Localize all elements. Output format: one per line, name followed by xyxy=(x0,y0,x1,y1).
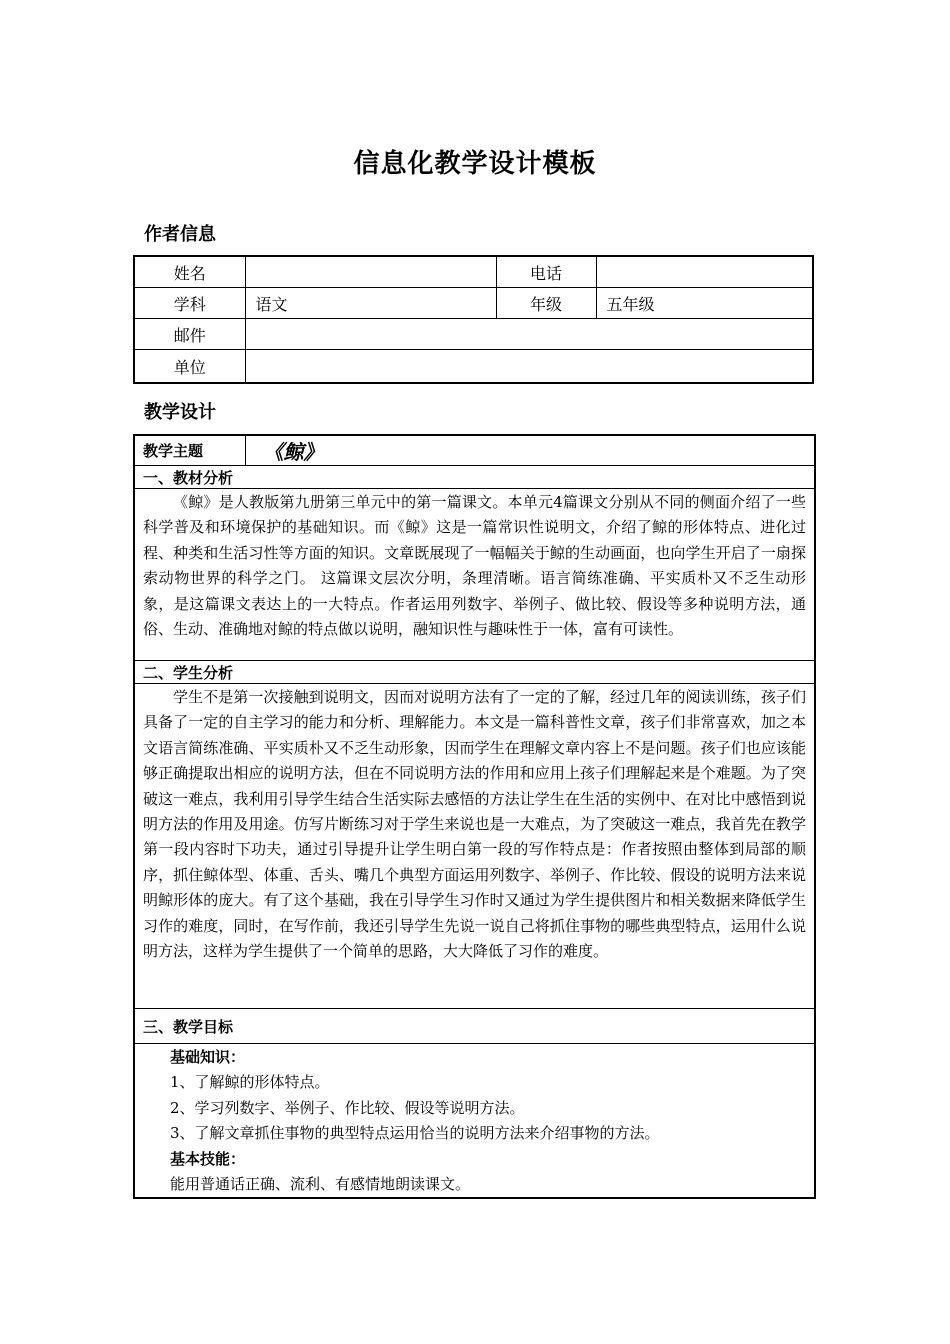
table-row xyxy=(134,256,813,288)
topic-label: 教学主题 xyxy=(134,435,245,466)
page-title: 信息化教学设计模板 xyxy=(353,149,597,179)
table-row xyxy=(134,288,813,319)
teaching-design-heading: 教学设计 xyxy=(144,402,216,423)
phone-value-cell xyxy=(596,256,813,288)
unit-value-cell xyxy=(245,350,813,384)
unit-label: 单位 xyxy=(134,350,245,384)
email-label: 邮件 xyxy=(134,319,245,350)
phone-label: 电话 xyxy=(496,256,596,288)
material-analysis-heading: 一、教材分析 xyxy=(134,466,815,489)
list-item: 1、了解鲸的形体特点。 xyxy=(170,1073,330,1092)
table-row xyxy=(134,435,815,466)
author-info-table xyxy=(133,255,814,384)
topic-value: 《鲸》 xyxy=(245,435,815,466)
grade-value: 五年级 xyxy=(596,288,813,319)
table-row xyxy=(134,350,813,384)
list-item: 能用普通话正确、流利、有感情地朗读课文。 xyxy=(170,1175,471,1194)
student-analysis-heading: 二、学生分析 xyxy=(134,661,815,684)
table-row xyxy=(134,1044,815,1199)
author-info-heading: 作者信息 xyxy=(144,224,216,245)
student-analysis-cell xyxy=(134,684,815,1009)
table-row xyxy=(134,319,813,350)
grade-label: 年级 xyxy=(496,288,596,319)
student-analysis-text: 学生不是第一次接触到说明文，因而对说明方法有了一定的了解，经过几年的阅读训练，孩子们具备了一定的自主学习的能力和分析、理解能力。本文是一篇科普性文章，孩子们非常喜欢，加之本文语言简练准确、平实质朴又不乏生动形象，因而学生在理解文章内容上不是问题。孩子们也应该能够正确提取出相应的说明方法，但在不同说明方法的作用和应用上孩子们理解起来是个难题。为了突破这一难点，我利用引导学生结合生活实际去感悟的方法让学生在生活的实例中、在对比中感悟到说明方法的作用及用途。仿写片断练习对于学生来说也是一大难点，为了突破这一难点，我首先在教学第一段内容时下功夫，通过引导提升让学生明白第一段的写作特点是：作者按照由整体到局部的顺序，抓住鲸体型、体重、舌头、嘴几个典型方面运用列数字、举例子、作比较、假设的说明方法来说明鲸形体的庞大。有了这个基础，我在引导学生习作时又通过为学生提供图片和相关数据来降低学生习作的难度，同时，在写作前，我还引导学生先说一说自己将抓住事物的哪些典型特点，运用什么说明方法，这样为学生提供了一个简单的思路，大大降低了习作的难度。 xyxy=(143,688,806,961)
name-label: 姓名 xyxy=(134,256,245,288)
material-analysis-cell xyxy=(134,489,815,661)
table-row xyxy=(134,466,815,489)
list-item: 2、学习列数字、举例子、作比较、假设等说明方法。 xyxy=(170,1098,525,1117)
table-row xyxy=(134,684,815,1009)
table-row xyxy=(134,489,815,661)
table-row xyxy=(134,1009,815,1044)
teaching-goals-heading: 三、教学目标 xyxy=(134,1009,815,1044)
email-value-cell xyxy=(245,319,813,350)
subject-label: 学科 xyxy=(134,288,245,319)
teaching-design-table xyxy=(133,434,816,1199)
knowledge-label: 基础知识： xyxy=(170,1048,246,1066)
list-item: 3、了解文章抓住事物的典型特点运用恰当的说明方法来介绍事物的方法。 xyxy=(170,1124,660,1143)
skills-label: 基本技能： xyxy=(170,1149,246,1168)
material-analysis-text: 《鲸》是人教版第九册第三单元中的第一篇课文。本单元4篇课文分别从不同的侧面介绍了一些科学普及和环境保护的基础知识。而《鲸》这是一篇常识性说明文，介绍了鲸的形体特点、进化过程、种类和生活习性等方面的知识。文章既展现了一幅幅关于鲸的生动画面，也向学生开启了一扇探索动物世界的科学之门。 这篇课文层次分明，条理清晰。语言简练准确、平实质朴又不乏生动形象，是这篇课文表达上的一大特点。作者运用列数字、举例子、做比较、假设等多种说明方法，通俗、生动、准确地对鲸的特点做以说明，融知识性与趣味性于一体，富有可读性。 xyxy=(143,493,806,639)
name-value-cell xyxy=(245,256,496,288)
table-row xyxy=(134,661,815,684)
subject-value: 语文 xyxy=(245,288,496,319)
teaching-goals-cell xyxy=(134,1044,815,1199)
